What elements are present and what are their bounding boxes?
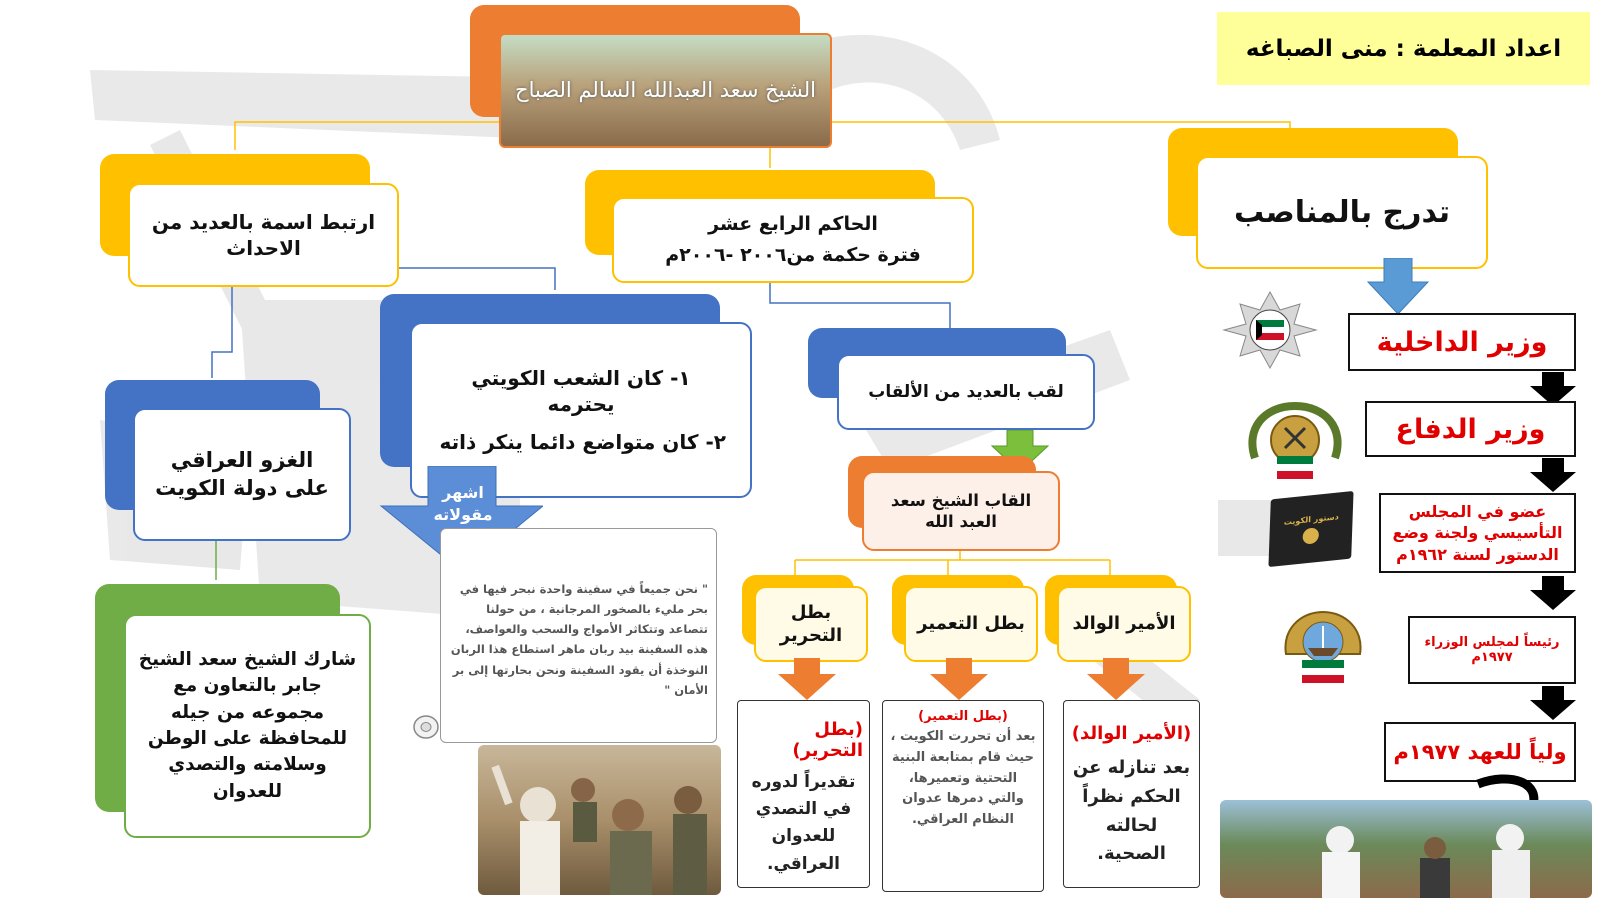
title-1-desc-box <box>1063 700 1200 888</box>
title-2-name: بطل التعمير <box>917 613 1025 635</box>
quote-text: " نحن جميعاً في سفينة واحدة نبحر فيها في بحر مليء بالصخور المرجانية ، من حولنا تتصاعد وتتكاثر الأمواج والسحب والعواصف، هذه السفينة بيد ربان ماهر استطاع هذا الربان النوخذة أن يقود السفينة ونحن بحارتها إلى بر الأمان " <box>450 582 708 697</box>
position-2: وزير الدفاع <box>1395 413 1546 445</box>
root-title: الشيخ سعد العبدالله السالم الصباح <box>515 77 816 102</box>
position-4-box <box>1408 616 1576 684</box>
title-3-heading: (بطل التحرير) <box>792 719 863 761</box>
title-1-node <box>1057 586 1191 662</box>
root-node <box>499 33 832 148</box>
position-5: ولياً للعهد ١٩٧٧م <box>1393 740 1567 764</box>
title-3-arrow <box>776 658 838 700</box>
title-2-arrow <box>928 658 990 700</box>
position-3: عضو في المجلس التأسيسي ولجنة وضع الدستور لسنة ١٩٦٢م <box>1392 501 1563 564</box>
police-emblem-icon <box>1218 290 1323 370</box>
position-1-box <box>1348 313 1576 371</box>
title-1-heading: (الأمير الوالد) <box>1071 723 1192 744</box>
participation-node <box>124 614 371 838</box>
position-1: وزير الداخلية <box>1376 326 1548 358</box>
constitution-seal-icon <box>1302 527 1319 545</box>
quote-scroll <box>440 528 717 743</box>
black-arrow-3 <box>1530 576 1576 610</box>
titles-header-node <box>837 354 1095 430</box>
black-arrow-4 <box>1530 686 1576 720</box>
title-2-desc-box <box>882 700 1044 892</box>
crowd-photo <box>478 745 721 895</box>
invasion-node <box>133 408 351 541</box>
constitution-book <box>1268 491 1353 567</box>
participation-text: شارك الشيخ سعد الشيخ جابر بالتعاون مع مجموعه من جيله للمحافظة على الوطن وسلامته والتصدي للعدوان <box>138 649 357 802</box>
title-3-desc-box <box>737 700 870 888</box>
position-3-box <box>1379 493 1576 573</box>
position-4: رئيساً لمجلس الوزراء ١٩٧٧م <box>1424 635 1560 665</box>
title-2-heading: (بطل التعمير) <box>918 709 1008 724</box>
title-3-desc: تقديراً لدوره في التصدي للعدوان العراقي. <box>751 772 856 874</box>
title-2-desc: بعد أن تحررت الكويت ، حيث قام بمتابعة البنية التحتية وتعميرها، والتي دمرها عدوان النظام العراقي. <box>890 729 1036 828</box>
ruler-title: الحاكم الرابع عشر <box>708 213 878 236</box>
ceremony-photo <box>1220 800 1592 898</box>
army-emblem-icon <box>1245 398 1345 486</box>
saying-1: ١- كان الشعب الكويتي يحترمه <box>471 366 691 416</box>
invasion-text: الغزو العراقي على دولة الكويت <box>155 448 329 500</box>
events-header: ارتبط اسمة بالعديد من الاحداث <box>151 210 376 260</box>
author-box <box>1217 12 1590 85</box>
title-1-desc: بعد تنازله عن الحكم نظراً لحالته الصحية. <box>1072 757 1191 865</box>
ruler-period: فترة حكمة من٢٠٠٦ -٢٠٠٦م <box>665 244 921 266</box>
scroll-curl-icon <box>410 712 446 742</box>
position-2-box <box>1365 401 1576 457</box>
positions-node <box>1196 156 1488 269</box>
sayings-arrow-label: اشهر مقولاته <box>433 483 493 524</box>
title-3-name: بطل التحرير <box>779 601 843 646</box>
black-arrow-2 <box>1530 458 1576 492</box>
title-3-node <box>754 586 868 662</box>
ruler-node <box>612 197 974 283</box>
title-2-node <box>904 586 1038 662</box>
title-1-arrow <box>1085 658 1147 700</box>
titles-box <box>862 471 1060 551</box>
titles-box-label: القاب الشيخ سعد العبد الله <box>890 490 1032 531</box>
saying-2: ٢- كان متواضع دائما ينكر ذاته <box>439 430 726 454</box>
titles-header: لقب بالعديد من الألقاب <box>868 381 1064 402</box>
constitution-label: دستور الكويت <box>1283 511 1340 527</box>
title-1-name: الأمير الوالد <box>1072 613 1176 635</box>
positions-down-arrow <box>1366 258 1430 314</box>
author-label: اعداد المعلمة : منى الصباغه <box>1245 35 1562 62</box>
events-node <box>128 183 399 287</box>
positions-header: تدرج بالمناصب <box>1233 195 1451 230</box>
state-emblem-icon <box>1276 608 1371 690</box>
